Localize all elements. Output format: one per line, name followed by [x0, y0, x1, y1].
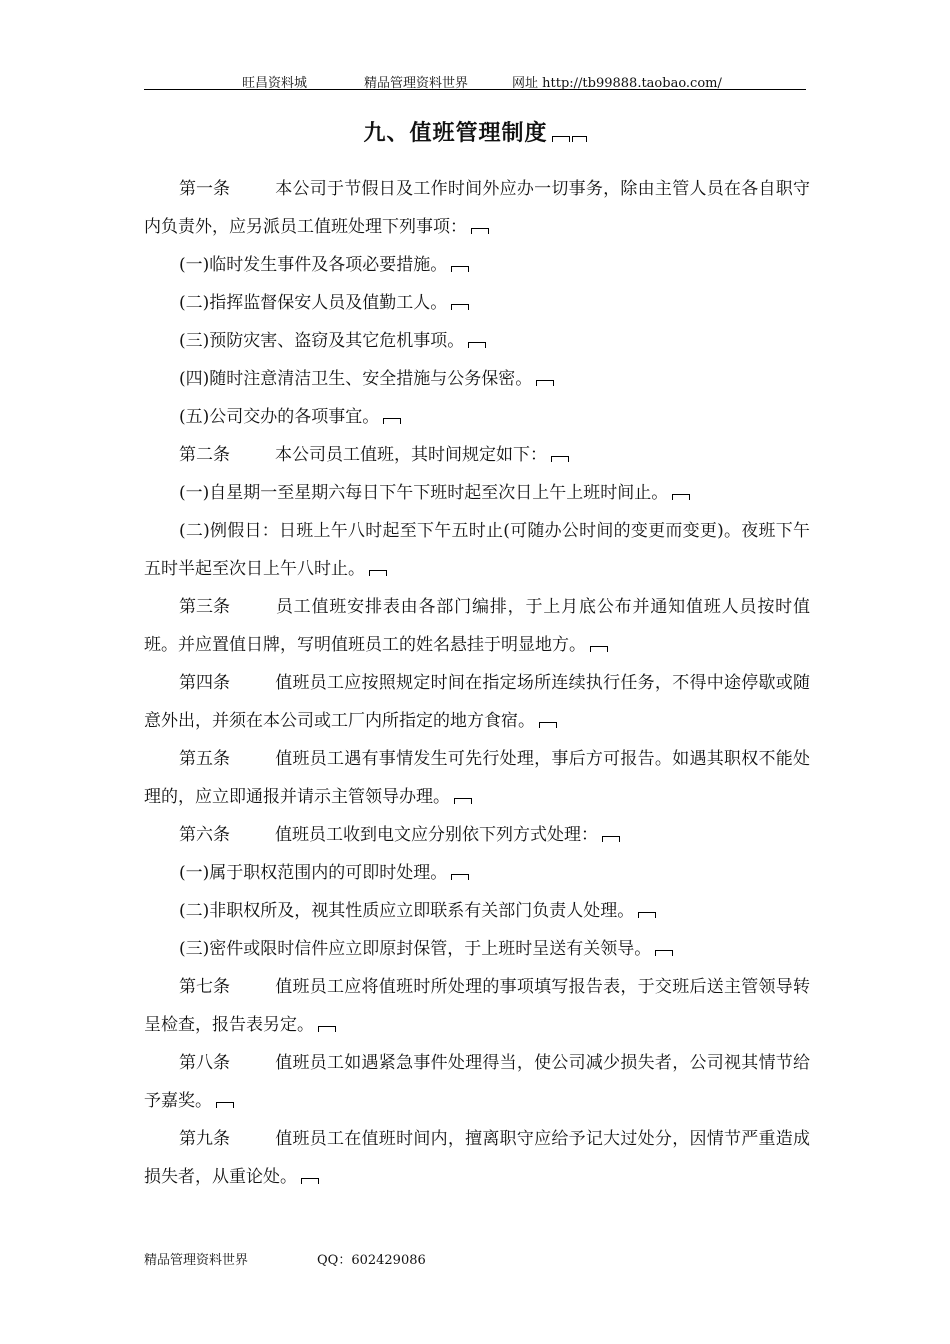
paragraph-text: 值班员工收到电文应分别依下列方式处理：: [275, 825, 598, 845]
paragraph: [144, 892, 810, 930]
paragraph-mark-icon: [552, 136, 570, 142]
page-footer: [144, 1249, 426, 1268]
paragraph-text: 本公司员工值班，其时间规定如下：: [275, 445, 547, 465]
paragraph-mark-icon: [602, 836, 620, 842]
paragraph-text: (二)非职权所及，视其性质应立即联系有关部门负责人处理。: [179, 901, 635, 921]
paragraph-text: (三)预防灾害、盗窃及其它危机事项。: [179, 331, 465, 351]
paragraph-mark-icon: [318, 1026, 336, 1032]
paragraph: [144, 1044, 810, 1120]
header-site-name: 旺昌资料城: [242, 76, 308, 91]
paragraph: [144, 398, 810, 436]
paragraph-mark-icon: [471, 228, 489, 234]
paragraph-text: (一)自星期一至星期六每日下午下班时起至次日上午上班时间止。: [179, 483, 669, 503]
paragraph-text: (三)密件或限时信件应立即原封保管，于上班时呈送有关领导。: [179, 939, 652, 959]
document-title-text: 九、值班管理制度: [363, 121, 548, 146]
paragraph-mark-icon: [451, 874, 469, 880]
paragraph-mark-icon: [383, 418, 401, 424]
article-number: 第四条: [179, 673, 230, 693]
paragraph: [144, 322, 810, 360]
paragraph: [144, 360, 810, 398]
paragraph: [144, 968, 810, 1044]
document-title: [0, 116, 950, 147]
paragraph-mark-icon: [590, 646, 608, 652]
paragraph: [144, 512, 810, 588]
paragraph-text: 值班员工如遇紧急事件处理得当，使公司减少损失者，公司视其情节给予嘉奖。: [144, 1053, 810, 1111]
article-number: 第八条: [179, 1053, 230, 1073]
article-number: 第九条: [179, 1129, 230, 1149]
paragraph-text: 员工值班安排表由各部门编排，于上月底公布并通知值班人员按时值班。并应置值日牌，写明值班员工的姓名悬挂于明显地方。: [144, 597, 810, 655]
paragraph-mark-icon: [536, 380, 554, 386]
paragraph-mark-icon: [451, 304, 469, 310]
paragraph-text: (四)随时注意清洁卫生、安全措施与公务保密。: [179, 369, 533, 389]
paragraph-mark-icon: [468, 342, 486, 348]
paragraph-text: (一)属于职权范围内的可即时处理。: [179, 863, 448, 883]
paragraph-text: 值班员工应将值班时所处理的事项填写报告表，于交班后送主管领导转呈检查，报告表另定。: [144, 977, 810, 1035]
paragraph: [144, 284, 810, 322]
paragraph: [144, 854, 810, 892]
paragraph: [144, 474, 810, 512]
article-number: 第六条: [179, 825, 230, 845]
paragraph-text: (二)例假日：日班上午八时起至下午五时止(可随办公时间的变更而变更)。夜班下午五时半起至次日上午八时止。: [144, 521, 810, 579]
paragraph-mark-icon: [655, 950, 673, 956]
paragraph: [144, 436, 810, 474]
paragraph: [144, 1120, 810, 1196]
article-number: 第二条: [179, 445, 230, 465]
paragraph-text: 本公司于节假日及工作时间外应办一切事务，除由主管人员在各自职守内负责外，应另派员工值班处理下列事项：: [144, 179, 810, 237]
paragraph-mark-icon: [216, 1102, 234, 1108]
paragraph: [144, 170, 810, 246]
paragraph: [144, 246, 810, 284]
paragraph-mark-icon: [638, 912, 656, 918]
paragraph: [144, 740, 810, 816]
article-number: 第一条: [179, 179, 230, 199]
article-number: 第五条: [179, 749, 230, 769]
paragraph-text: 值班员工遇有事情发生可先行处理，事后方可报告。如遇其职权不能处理的，应立即通报并请示主管领导办理。: [144, 749, 810, 807]
paragraph-mark-icon: [539, 722, 557, 728]
paragraph-text: (二)指挥监督保安人员及值勤工人。: [179, 293, 448, 313]
page-header: [144, 70, 806, 90]
paragraph-mark-icon: [672, 494, 690, 500]
paragraph-mark-icon: [301, 1178, 319, 1184]
header-subtitle: 精品管理资料世界: [364, 76, 469, 91]
article-number: 第三条: [179, 597, 230, 617]
paragraph-mark-icon: [369, 570, 387, 576]
paragraph-mark-icon: [572, 136, 587, 142]
paragraph-text: (一)临时发生事件及各项必要措施。: [179, 255, 448, 275]
footer-qq: QQ：602429086: [317, 1253, 426, 1268]
paragraph: [144, 664, 810, 740]
paragraph-text: 值班员工在值班时间内，擅离职守应给予记大过处分，因情节严重造成损失者，从重论处。: [144, 1129, 810, 1187]
paragraph-text: (五)公司交办的各项事宜。: [179, 407, 380, 427]
paragraph: [144, 930, 810, 968]
article-number: 第七条: [179, 977, 230, 997]
paragraph-mark-icon: [451, 266, 469, 272]
header-url: 网址 http://tb99888.taobao.com/: [512, 76, 722, 91]
paragraph-mark-icon: [551, 456, 569, 462]
paragraph: [144, 816, 810, 854]
paragraph: [144, 588, 810, 664]
paragraph-mark-icon: [454, 798, 472, 804]
footer-brand: 精品管理资料世界: [144, 1253, 249, 1268]
paragraph-text: 值班员工应按照规定时间在指定场所连续执行任务，不得中途停歇或随意外出，并须在本公司或工厂内所指定的地方食宿。: [144, 673, 810, 731]
document-body: [144, 170, 810, 1196]
